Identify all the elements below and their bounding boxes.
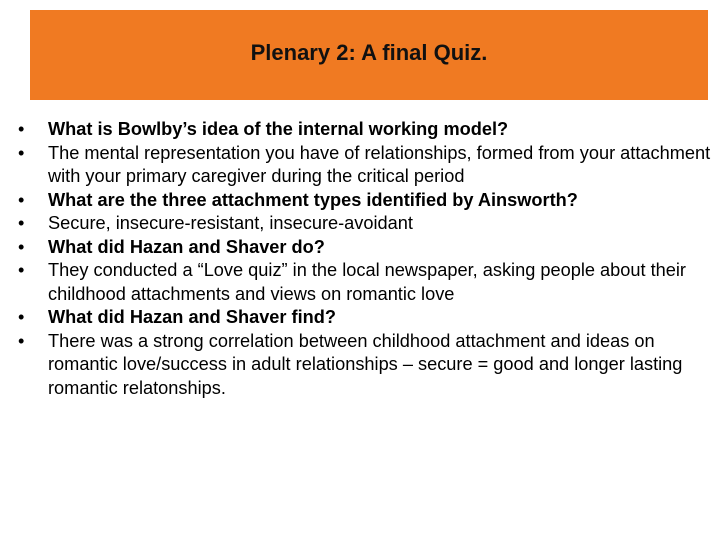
quiz-bullet-list xyxy=(18,118,713,400)
list-item-question-4 xyxy=(18,306,713,330)
bullet-icon: • xyxy=(18,307,25,327)
bullet-text: What did Hazan and Shaver do? xyxy=(48,236,325,257)
bullet-icon: • xyxy=(18,142,25,163)
list-item-answer-2 xyxy=(18,212,713,236)
bullet-text: What are the three attachment types identified by Ainsworth? xyxy=(48,189,578,210)
list-item-question-3 xyxy=(18,236,713,260)
bullet-icon: • xyxy=(18,189,25,210)
bullet-icon: • xyxy=(18,236,25,257)
bullet-icon: • xyxy=(18,260,25,280)
list-item-question-2 xyxy=(18,189,713,213)
bullet-text: The mental representation you have of relationships, formed from your attachment with your primary caregiver during the critical period xyxy=(48,142,711,186)
bullet-text: What did Hazan and Shaver find? xyxy=(48,307,336,327)
list-item-answer-3 xyxy=(18,259,713,306)
list-item-question-1 xyxy=(18,118,713,142)
bullet-text: There was a strong correlation between childhood attachment and ideas on romantic love/success in adult relationships – secure = good and longer lasting romantic relatonships. xyxy=(48,330,683,398)
title-banner xyxy=(30,10,708,100)
bullet-text: What is Bowlby’s idea of the internal working model? xyxy=(48,119,509,139)
bullet-icon: • xyxy=(18,213,25,233)
list-item-answer-4 xyxy=(18,330,713,401)
bullet-icon: • xyxy=(18,119,25,139)
bullet-icon: • xyxy=(18,330,25,351)
bullet-text: Secure, insecure-resistant, insecure-avoidant xyxy=(48,213,413,233)
slide-title: Plenary 2: A final Quiz. xyxy=(250,40,488,65)
bullet-text: They conducted a “Love quiz” in the local newspaper, asking people about their childhood attachments and views on romantic love xyxy=(48,260,686,304)
list-item-answer-1 xyxy=(18,142,713,189)
